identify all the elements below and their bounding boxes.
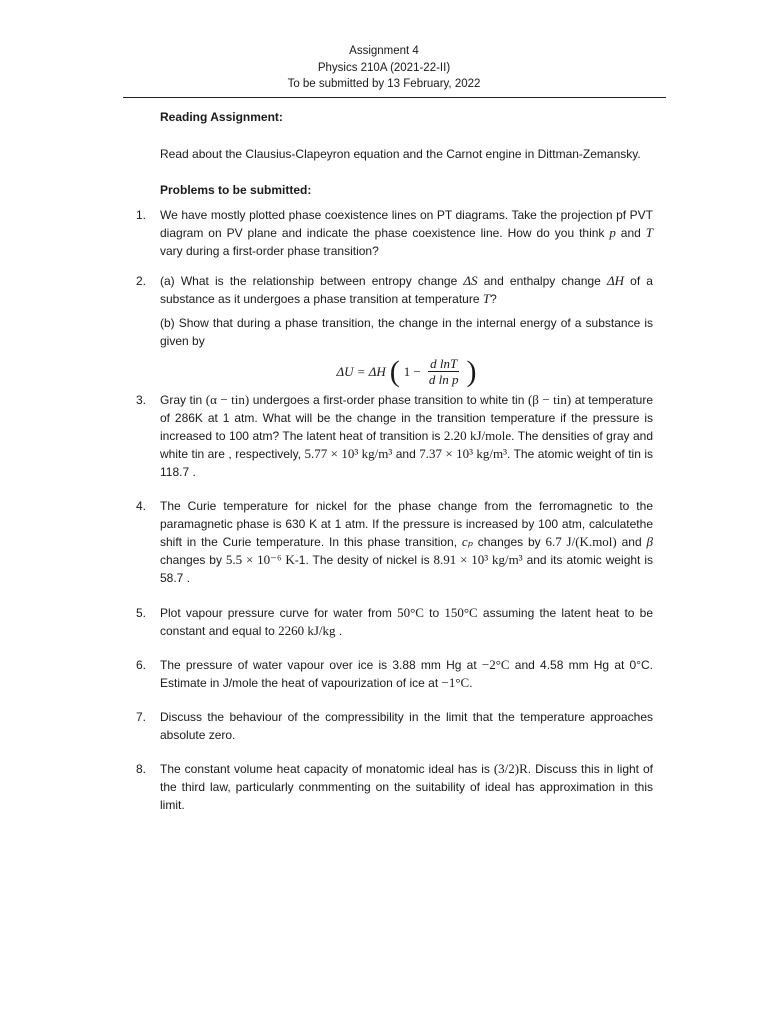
- problem-1: 1. We have mostly plotted phase coexistence lines on PT diagrams. Take the projection pf PVT diagram on PV plane and indicate the phase coexistence line. How do you think p and T vary during a first-order phase transition?: [136, 208, 653, 258]
- problem-6: 6. The pressure of water vapour over ice is 3.88 mm Hg at −2°C and 4.58 mm Hg at 0°C. Estimate in J/mole the heat of vapourization of ice at −1°C.: [136, 657, 653, 690]
- problem-number: 5.: [136, 606, 147, 620]
- reading-text: Read about the Clausius-Clapeyron equation and the Carnot engine in Dittman-Zemansky.: [160, 147, 641, 161]
- due-date: To be submitted by 13 February, 2022: [287, 78, 481, 90]
- problem-number: 1.: [136, 208, 147, 222]
- internal-energy-equation: ΔU = ΔH ( 1 − $\frac{\text{d lnT}}{\text{d ln p}}$ ): [336, 354, 477, 388]
- problems-heading: Problems to be submitted:: [160, 183, 312, 197]
- problem-number: 8.: [136, 762, 147, 776]
- problem-number: 6.: [136, 658, 147, 672]
- document-body: [136, 108, 653, 814]
- problem-2b: (b) Show that during a phase transition, the change in the internal energy of a substance is given by: [160, 316, 653, 348]
- reading-heading: Reading Assignment:: [160, 110, 283, 124]
- header-divider: [123, 97, 666, 98]
- problem-7: 7. Discuss the behaviour of the compressibility in the limit that the temperature approaches absolute zero.: [136, 710, 653, 742]
- problem-4: 4. The Curie temperature for nickel for the phase change from the ferromagnetic to the paramagnetic phase is 630 K at 1 atm. If the pressure is increased by 100 atm, calculatethe shift in the Curie temperature. In this phase transition, cₚ changes by 6.7 J/(K.mol) and β changes by 5.5 × 10⁻⁶ K-1. The desity of nickel is 8.91 × 10³ kg/m³ and its atomic weight is 58.7 .: [136, 499, 653, 585]
- problem-8: 8. The constant volume heat capacity of monatomic ideal has is (3/2)R. Discuss this in light of the third law, particularly conmmenting on the suitability of ideal has approximation in this limit.: [136, 761, 653, 812]
- problem-list: [136, 206, 653, 814]
- problem-2a: (a) What is the relationship between entropy change ΔS and enthalpy change ΔH of a substance as it undergoes a phase transition at temperature T?: [160, 273, 653, 306]
- problem-number: 2.: [136, 274, 147, 288]
- problem-5: 5. Plot vapour pressure curve for water from 50°C to 150°C assuming the latent heat to be constant and equal to 2260 kJ/kg .: [136, 605, 653, 638]
- document-header: [0, 43, 768, 93]
- problem-2: [136, 272, 653, 388]
- problem-number: 4.: [136, 499, 147, 513]
- assignment-title: Assignment 4: [349, 45, 419, 57]
- problem-3: 3. Gray tin (α − tin) undergoes a first-order phase transition to white tin (β − tin) at temperature of 286K at 1 atm. What will be the change in the transition temperature if the pressure is increased to 100 atm? The latent heat of transition is 2.20 kJ/mole. The densities of gray and white tin are , respectively, 5.77 × 10³ kg/m³ and 7.37 × 10³ kg/m³. The atomic weight of tin is 118.7 .: [136, 392, 653, 479]
- problem-number: 3.: [136, 393, 147, 407]
- course-name: Physics 210A (2021-22-II): [317, 61, 451, 74]
- problem-number: 7.: [136, 710, 147, 724]
